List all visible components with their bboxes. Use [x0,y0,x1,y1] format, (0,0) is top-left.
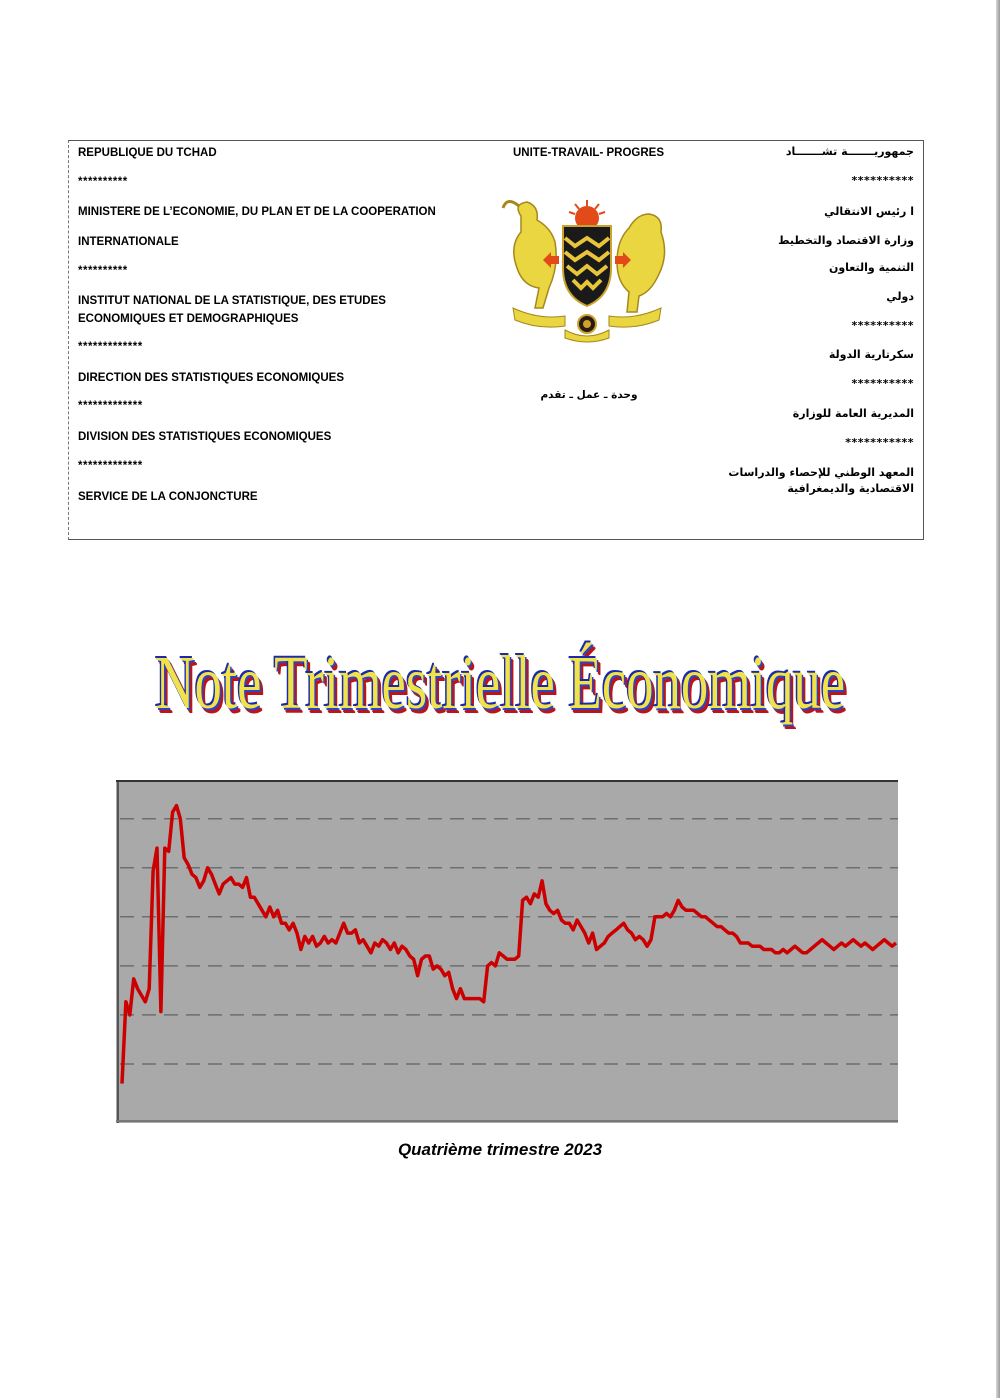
left-separator: ********** [78,265,128,277]
left-line-service: SERVICE DE LA CONJONCTURE [78,491,258,503]
right-line-international: دولي [886,290,914,303]
right-separator: ********** [851,174,914,187]
right-line-secretariat: سكرتارية الدولة [828,348,914,361]
left-separator: ************* [78,400,143,412]
national-motto-fr: UNITE-TRAVAIL- PROGRES [513,147,664,159]
right-line-president: ا رئيس الانتقالي [824,205,914,218]
cover-line-chart [116,780,898,1123]
left-line-ministry-cont: INTERNATIONALE [78,236,179,248]
right-line-ministry: وزارة الاقتصاد والتخطيط [778,234,914,247]
right-line-institute-cont: الاقتصادية والديمغرافية [787,482,914,495]
left-line-direction: DIRECTION DES STATISTIQUES ECONOMIQUES [78,372,345,384]
right-line-republic: جمهوريـــــــة تشـــــــاد [785,145,914,158]
right-line-general-direction: المديرية العامة للوزارة [792,407,914,420]
national-motto-ar: وحدة ـ عمل ـ تقدم [540,389,638,401]
left-line-ministry: MINISTERE DE L’ECONOMIE, DU PLAN ET DE LA COOPERATION [78,206,436,218]
document-subtitle: Quatrième trimestre 2023 [397,1140,603,1159]
left-separator: ********** [78,176,128,188]
left-separator: ************* [78,341,143,353]
letterhead [68,140,924,540]
left-line-republic: REPUBLIQUE DU TCHAD [78,147,217,159]
left-separator: ************* [78,460,143,472]
left-line-division: DIVISION DES STATISTIQUES ECONOMIQUES [78,431,332,443]
left-line-institute: INSTITUT NATIONAL DE LA STATISTIQUE, DES ETUDES [78,295,386,307]
left-line-institute-cont: ECONOMIQUES ET DEMOGRAPHIQUES [78,313,299,325]
right-line-development: التنمية والتعاون [828,261,914,274]
document-title: Note Trimestrielle Économique [155,641,845,725]
right-line-institute: المعهد الوطني للإحصاء والدراسات [728,466,914,479]
chad-coat-of-arms-icon [499,196,675,346]
right-separator: ********** [851,319,914,332]
right-separator: ********** [851,377,914,390]
page-edge [996,0,1000,1398]
right-separator: *********** [845,436,914,449]
